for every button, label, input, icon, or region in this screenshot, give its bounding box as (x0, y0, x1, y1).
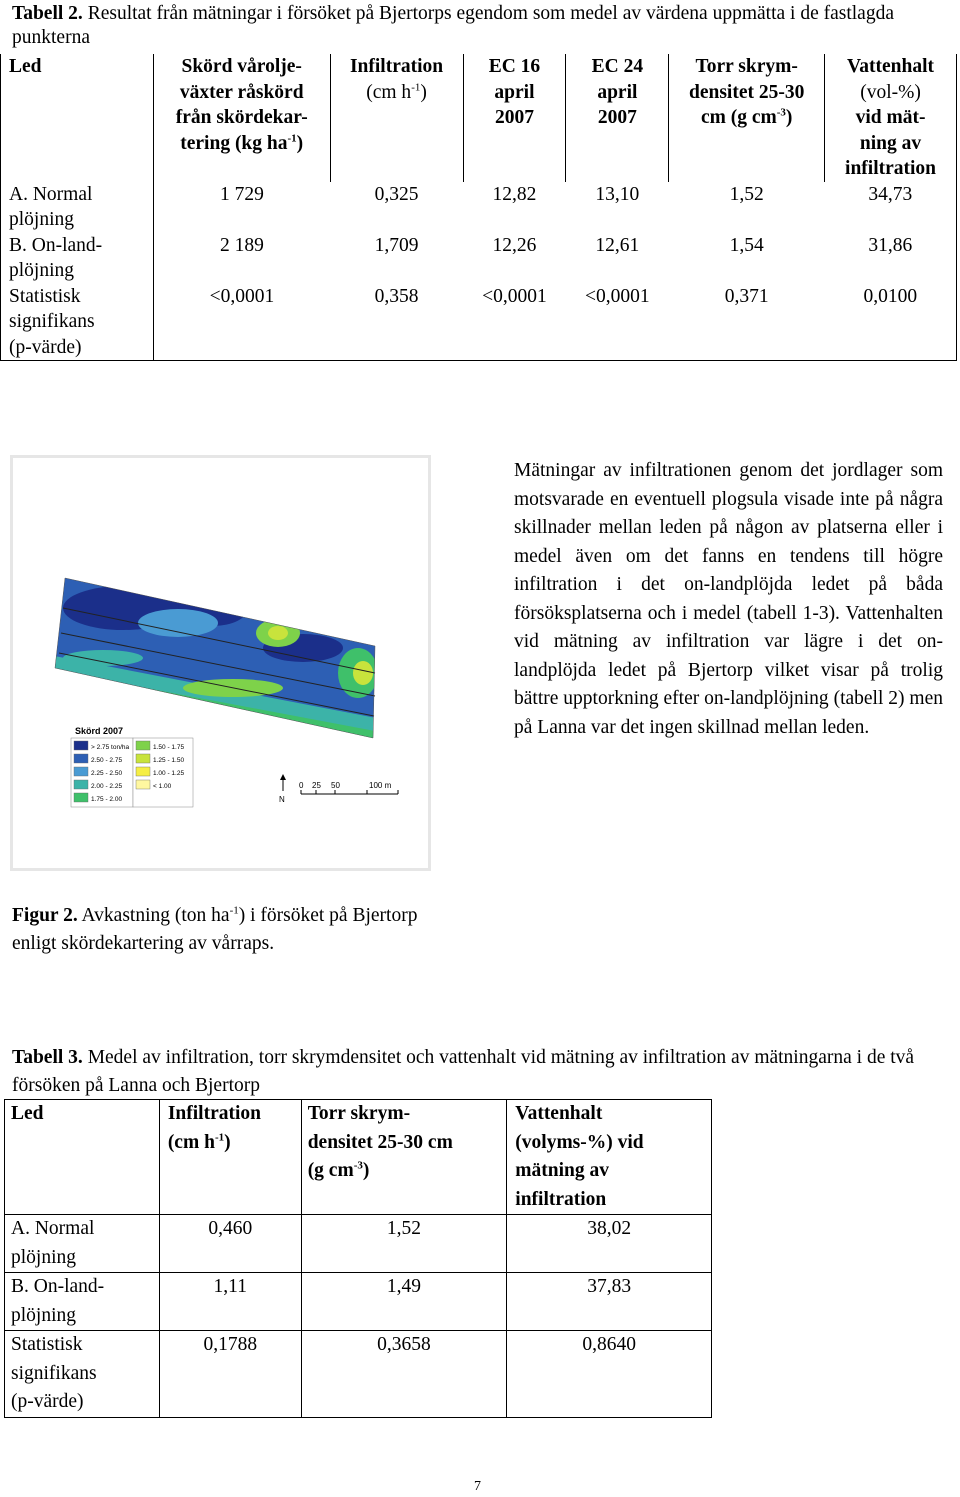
row-label (1, 182, 154, 233)
header-line: EC 24 (591, 56, 644, 77)
table-cell: 31,86 (825, 233, 957, 284)
table-cell: 0,0100 (825, 284, 957, 361)
row-label-line: B. On-land- (11, 1276, 105, 1297)
table-cell: 12,26 (492, 234, 537, 256)
header-line: vid mät- (855, 107, 926, 128)
header-line: april (494, 81, 535, 103)
figure2-label: Figur 2. (12, 905, 78, 926)
north-arrow-icon (280, 774, 286, 791)
row-label-line: plöjning (11, 1246, 77, 1268)
table-cell: 1,52 (729, 183, 764, 205)
legend-swatch (74, 793, 88, 802)
header-line: Torr skrym- (695, 56, 798, 77)
table2-header-ec24 (566, 54, 669, 182)
header-line: april (597, 81, 638, 103)
table3-header-vatten (507, 1100, 712, 1215)
table2-header-row (1, 54, 957, 182)
legend-swatch (136, 780, 150, 789)
header-line: infiltration (845, 158, 937, 179)
header-line: mätning av (515, 1160, 610, 1181)
body-paragraph: Mätningar av infiltrationen genom det jordlager som motsvarade en eventuell plogsula visade inte på några skillnader mellan leden på någon av platserna eller i medel även om det fanns en tendens till högre infiltration i det on-landplöjda ledet på båda försöksplatserna och i medel (tabell 1-3). Vattenhalten vid mätning av infiltration var lägre i det on-landplöjda ledet på Bjertorp vilket visar på trolig bättre upptorkning efter on-landplöjning (tabell 2) men på Lanna var det ingen skillnad mellan leden. (514, 460, 943, 738)
header-line: Vattenhalt (515, 1103, 603, 1124)
table-cell: 1 729 (153, 182, 330, 233)
scale-label: 25 (312, 781, 321, 790)
row-label-line: plöjning (9, 209, 75, 230)
table-cell: 13,10 (595, 183, 640, 205)
yield-map-figure (10, 455, 431, 871)
table-row (5, 1331, 712, 1418)
header-line: Infiltration (349, 56, 444, 77)
table2-caption-text: Resultat från mätningar i försöket på Bjertorps egendom som medel av värdena uppmätta i de fastlagda punkterna (12, 3, 894, 48)
row-label (5, 1273, 160, 1331)
row-label-line: A. Normal (9, 183, 93, 205)
row-label-line: B. On-land- (9, 234, 103, 256)
figure2-caption (12, 902, 432, 958)
table3-header-infiltration (159, 1100, 301, 1215)
table-cell: 0,325 (374, 183, 419, 205)
header-line: (cm h (167, 1131, 215, 1153)
table2-header-led (1, 54, 154, 182)
row-label (1, 233, 154, 284)
table-cell: 38,02 (507, 1215, 712, 1273)
table-cell: 0,460 (159, 1215, 301, 1273)
header-line: ning av (859, 132, 922, 154)
superscript: -1 (287, 132, 297, 144)
legend-swatch (74, 741, 88, 750)
scale-label: 0 (299, 781, 304, 790)
header-line: 2007 (597, 107, 637, 128)
table-cell: 1,52 (301, 1215, 507, 1273)
table-cell: 1,54 (729, 234, 764, 256)
legend-label: 1.75 - 2.00 (91, 796, 123, 803)
table-row (5, 1215, 712, 1273)
row-label-line: Statistisk (9, 285, 81, 307)
table-cell: 1,11 (159, 1273, 301, 1331)
table-cell: 0,358 (330, 284, 463, 361)
header-line: ) (420, 81, 427, 103)
table3 (4, 1099, 712, 1418)
figure2-text: ) i försöket på Bjertorp enligt skördekartering av vårraps. (12, 905, 418, 954)
table-cell: <0,0001 (463, 284, 566, 361)
row-label-line: (p-värde) (9, 336, 82, 358)
header-line: växter råskörd (179, 81, 304, 103)
table-cell: 2 189 (153, 233, 330, 284)
table2-caption (12, 2, 952, 50)
header-line: (vol-%) (860, 81, 921, 103)
legend-swatch (136, 741, 150, 750)
superscript: -3 (776, 106, 786, 119)
row-label (5, 1331, 160, 1418)
header-line: ) (224, 1131, 231, 1153)
table2 (0, 54, 957, 361)
superscript: -3 (353, 1159, 363, 1172)
header-line: Skörd vårolje- (181, 56, 302, 77)
legend-label: 1.25 - 1.50 (153, 757, 185, 764)
scale-label: 100 m (369, 781, 392, 790)
table-cell: 12,61 (595, 234, 640, 256)
header-line: (g cm (307, 1160, 354, 1181)
row-label-line: plöjning (11, 1304, 77, 1326)
table-cell: 0,8640 (507, 1331, 712, 1418)
header-line: tering (kg ha (180, 132, 288, 154)
row-label-line: Statistisk (11, 1334, 83, 1355)
superscript: -1 (229, 904, 239, 917)
table-cell: 37,83 (507, 1273, 712, 1331)
table3-header-row (5, 1100, 712, 1215)
table2-header-infiltration (330, 54, 463, 182)
table2-caption-label: Tabell 2. (12, 3, 83, 24)
header-line: från skördekar- (175, 107, 308, 128)
table3-header-led (5, 1100, 160, 1215)
table3-header-torr (301, 1100, 507, 1215)
table-cell: <0,0001 (566, 284, 669, 361)
north-label: N (279, 795, 285, 804)
row-label (1, 284, 154, 361)
yield-map-svg (13, 458, 428, 868)
legend-swatch (74, 754, 88, 763)
header-line: ) (785, 107, 793, 128)
table-cell: 0,3658 (301, 1331, 507, 1418)
superscript: -1 (411, 81, 421, 93)
header-line: infiltration (515, 1188, 607, 1210)
table2-header-skord (153, 54, 330, 182)
table-cell: 1,49 (301, 1273, 507, 1331)
figure2-text: Avkastning (ton ha (77, 905, 230, 926)
table2-header-torr (669, 54, 825, 182)
header-line: cm (g cm (700, 107, 777, 128)
header-line: Torr skrym- (307, 1103, 411, 1124)
legend-swatch (136, 767, 150, 776)
table-row (1, 182, 957, 233)
header-line: Infiltration (167, 1103, 261, 1124)
header-line: densitet 25-30 (689, 81, 805, 103)
table-row (1, 233, 957, 284)
row-label-line: plöjning (9, 260, 75, 281)
table-row (1, 284, 957, 361)
page-number: 7 (474, 1479, 481, 1494)
legend-label: > 2.75 ton/ha (91, 744, 130, 751)
header-line: (cm h (366, 81, 412, 103)
table-cell: <0,0001 (153, 284, 330, 361)
header-text: Led (11, 1103, 44, 1124)
table3-caption-text: Medel av infiltration, torr skrymdensitet och vattenhalt vid mätning av infiltration av mätningarna i de två försöken på Lanna och Bjertorp (12, 1047, 915, 1096)
table-cell: 1,709 (374, 234, 419, 256)
legend-title: Skörd 2007 (75, 726, 124, 736)
header-line: Vattenhalt (847, 56, 935, 77)
table3-caption-label: Tabell 3. (12, 1047, 83, 1068)
legend-label: 1.00 - 1.25 (153, 770, 185, 777)
table-cell: 0,371 (669, 284, 825, 361)
header-line: (volyms-%) vid (515, 1131, 644, 1153)
legend-label: 2.00 - 2.25 (91, 783, 123, 790)
legend-label: 1.50 - 1.75 (153, 744, 185, 751)
legend-label: 2.25 - 2.50 (91, 770, 123, 777)
header-line: ) (296, 132, 304, 154)
table-cell: 12,82 (492, 183, 537, 205)
row-label-line: signifikans (11, 1362, 97, 1384)
row-label-line: (p-värde) (11, 1391, 84, 1412)
scale-bar (301, 790, 398, 794)
legend-label: < 1.00 (153, 783, 172, 790)
header-line: EC 16 (488, 56, 541, 77)
table-row (5, 1273, 712, 1331)
row-label (5, 1215, 160, 1273)
legend-swatch (74, 767, 88, 776)
table-cell: 34,73 (825, 182, 957, 233)
legend-label: 2.50 - 2.75 (91, 757, 123, 764)
table2-header-vatten (825, 54, 957, 182)
scale-label: 50 (331, 781, 340, 790)
header-line: 2007 (494, 107, 534, 128)
header-line: densitet 25-30 cm (307, 1131, 453, 1153)
row-label-line: signifikans (9, 311, 95, 332)
superscript: -1 (214, 1131, 225, 1143)
header-line: ) (362, 1160, 370, 1181)
table2-header-ec16 (463, 54, 566, 182)
legend-swatch (74, 780, 88, 789)
table3-caption (12, 1044, 942, 1100)
row-label-line: A. Normal (11, 1218, 95, 1239)
table-cell: 0,1788 (159, 1331, 301, 1418)
legend-swatch (136, 754, 150, 763)
header-text: Led (9, 56, 42, 77)
